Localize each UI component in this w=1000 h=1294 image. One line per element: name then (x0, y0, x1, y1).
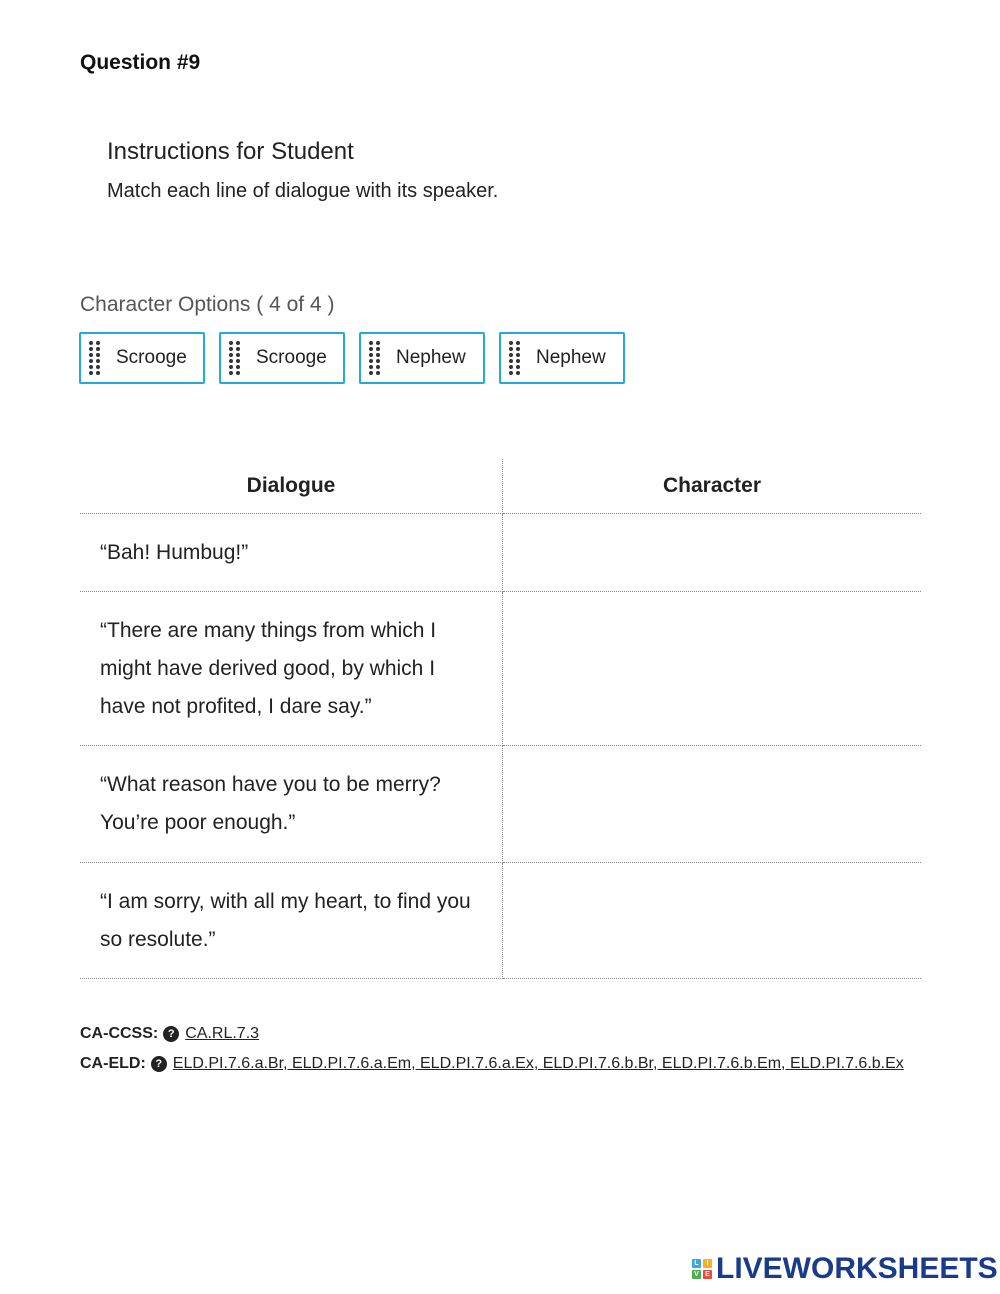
option-label: Scrooge (256, 347, 327, 368)
matching-table (80, 459, 921, 979)
option-chip-nephew[interactable] (359, 332, 485, 384)
logo-text: LIVEWORKSHEETS (716, 1252, 998, 1285)
option-label: Scrooge (116, 347, 187, 368)
instructions-text: Match each line of dialogue with its speaker. (107, 180, 499, 202)
logo-mark-tile: L (692, 1259, 701, 1268)
logo-mark-tile: I (703, 1259, 712, 1268)
table-header-row (80, 459, 921, 514)
option-label: Nephew (536, 347, 606, 368)
drag-handle-icon[interactable] (509, 341, 520, 375)
drag-handle-icon[interactable] (89, 341, 100, 375)
logo-mark-tile: V (692, 1270, 701, 1279)
character-options-bank (79, 332, 625, 384)
ccss-standards (80, 1025, 259, 1043)
eld-standard-links[interactable]: ELD.PI.7.6.a.Br, ELD.PI.7.6.a.Em, ELD.PI.7.6.a.Ex, ELD.PI.7.6.b.Br, ELD.PI.7.6.b.Em, ELD.PI.7.6.b.Ex (172, 1055, 904, 1072)
dialogue-cell: “I am sorry, with all my heart, to find you so resolute.” (80, 863, 503, 979)
drag-handle-icon[interactable] (369, 341, 380, 375)
help-icon[interactable]: ? (163, 1026, 179, 1042)
eld-standards (80, 1055, 904, 1073)
logo-mark-icon (692, 1259, 712, 1279)
dialogue-cell: “Bah! Humbug!” (80, 514, 503, 592)
character-column-header: Character (503, 459, 922, 514)
question-title: Question #9 (80, 51, 201, 74)
character-drop-zone[interactable] (503, 863, 922, 979)
dialogue-cell: “There are many things from which I might have derived good, by which I have not profited, I dare say.” (80, 592, 503, 746)
liveworksheets-logo (692, 1252, 998, 1286)
character-drop-zone[interactable] (503, 514, 922, 592)
option-label: Nephew (396, 347, 466, 368)
table-row (80, 592, 921, 746)
table-row (80, 514, 921, 592)
character-drop-zone[interactable] (503, 746, 922, 863)
ccss-standard-link[interactable]: CA.RL.7.3 (185, 1025, 260, 1042)
character-drop-zone[interactable] (503, 592, 922, 746)
option-chip-nephew[interactable] (499, 332, 625, 384)
ccss-label: CA-CCSS: (80, 1025, 159, 1042)
eld-label: CA-ELD: (80, 1055, 146, 1072)
help-icon[interactable]: ? (151, 1056, 167, 1072)
dialogue-column-header: Dialogue (80, 459, 503, 514)
option-chip-scrooge[interactable] (79, 332, 205, 384)
character-options-label: Character Options ( 4 of 4 ) (80, 293, 335, 316)
table-row (80, 863, 921, 979)
table-row (80, 746, 921, 863)
instructions-heading: Instructions for Student (107, 138, 354, 165)
drag-handle-icon[interactable] (229, 341, 240, 375)
option-chip-scrooge[interactable] (219, 332, 345, 384)
logo-mark-tile: E (703, 1270, 712, 1279)
dialogue-cell: “What reason have you to be merry? You’re poor enough.” (80, 746, 503, 863)
